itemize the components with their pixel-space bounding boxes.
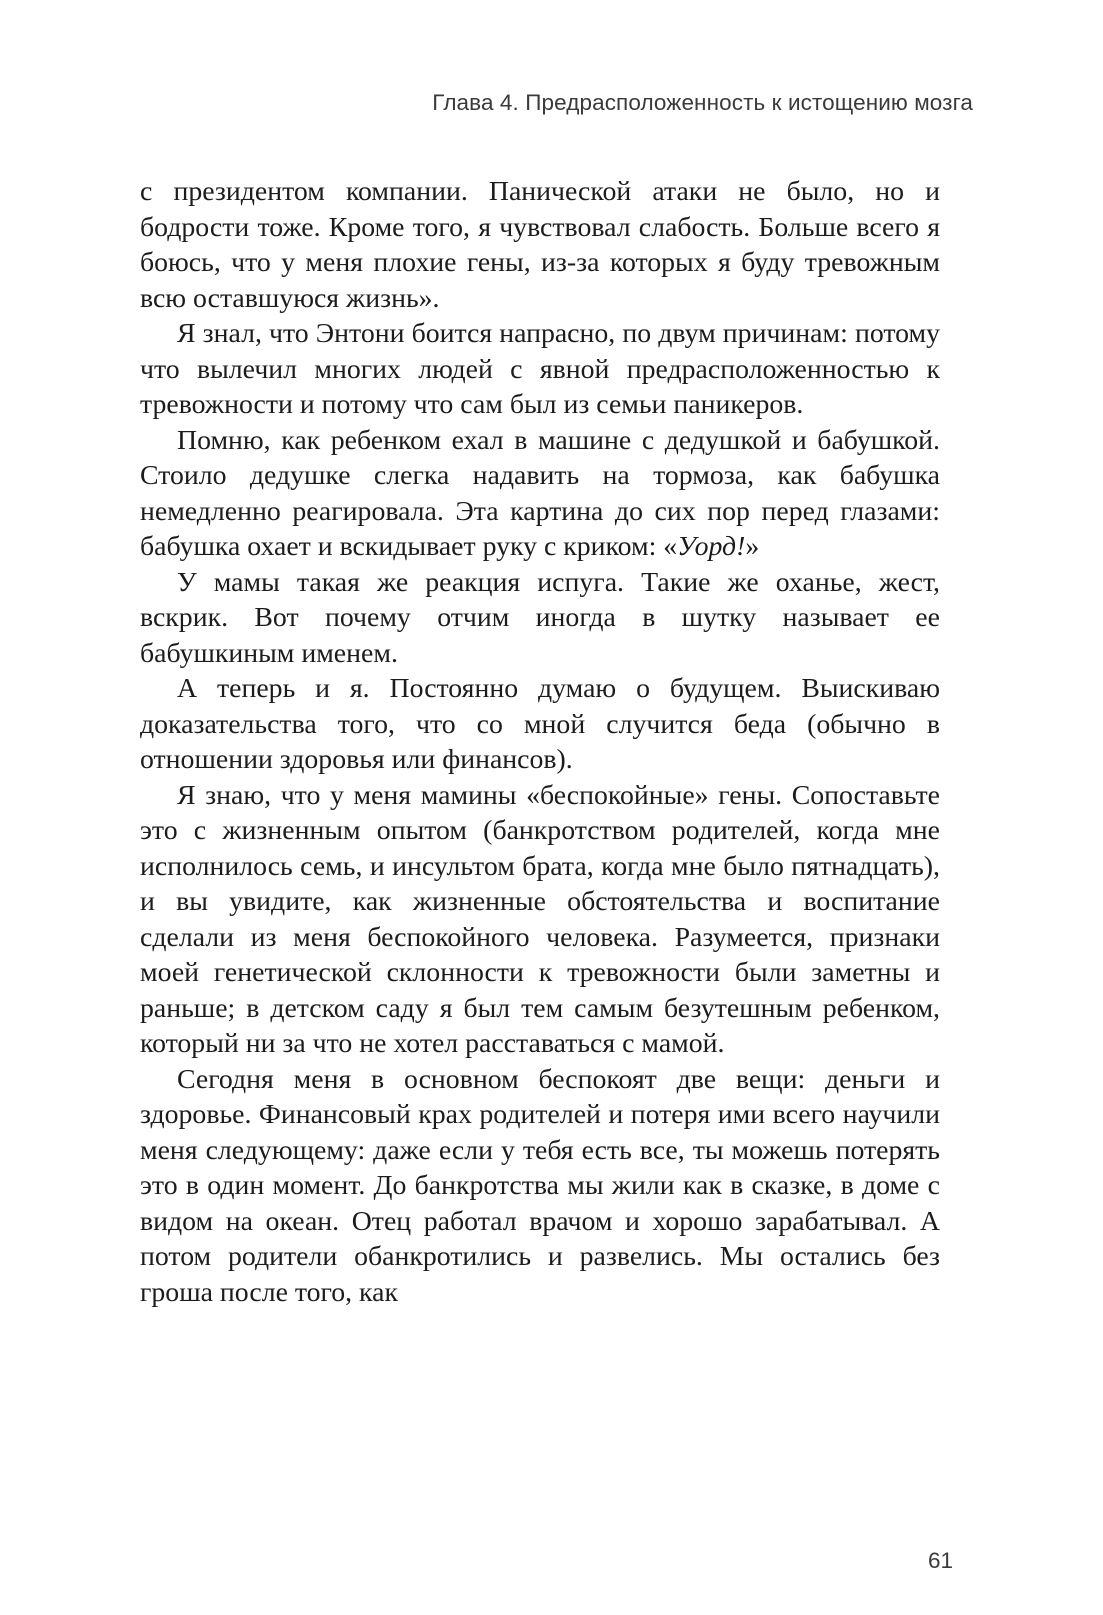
body-text: [140, 174, 940, 1310]
paragraph-1: с президентом компании. Панической атаки не было, но и бодрости тоже. Кроме того, я чувствовал слабость. Больше всего я боюсь, что у меня плохие гены, из-за которых я буду тревожным всю оставшуюся жизнь».: [140, 176, 940, 314]
paragraph-4: У мамы такая же реакция испуга. Такие же оханье, жест, вскрик. Вот почему отчим иногда в шутку называет ее бабушкиным именем.: [140, 566, 940, 669]
paragraph-2: Я знал, что Энтони боится напрасно, по двум причинам: потому что вылечил многих людей с явной предрасположенностью к тревожности и потому что сам был из семьи паникеров.: [140, 318, 940, 420]
paragraph-7: Сегодня меня в основном беспокоят две вещи: деньги и здоровье. Финансовый крах родителей и потеря ими всего научили меня следующему: даже если у тебя есть все, ты можешь потерять это в один момент. До банкротства мы жили как в сказке, в доме с видом на океан. Отец работал врачом и хорошо зарабатывал. А потом родители обанкротились и развелись. Мы остались без гроша после того, как: [140, 1063, 940, 1308]
paragraph-3-text: Помню, как ребенком ехал в машине с дедушкой и бабушкой. Стоило дедушке слегка надавить на тормоза, как бабушка немедленно реагировала. Эта картина до сих пор перед глазами: бабушка охает и вскидывает руку с криком: «: [140, 424, 940, 562]
paragraph-5: А теперь и я. Постоянно думаю о будущем. Выискиваю доказательства того, что со мной случится беда (обычно в отношении здоровья или финансов).: [140, 673, 940, 775]
exclamation-word: Уорд!: [677, 531, 746, 562]
paragraph-3: [140, 423, 940, 565]
page-number: 61: [927, 1548, 953, 1573]
closing-quote: »: [745, 531, 760, 562]
running-header: Глава 4. Предрасположенность к истощению мозга: [432, 90, 973, 115]
paragraph-6: Я знаю, что у меня мамины «беспокойные» гены. Сопоставьте это с жизненным опытом (банкротством родителей, когда мне исполнилось семь, и инсультом брата, когда мне было пятнадцать), и вы увидите, как жизненные обстоятельства и воспитание сделали из меня беспокойного человека. Разумеется, признаки моей генетической склонности к тревожности были заметны и раньше; в детском саду я был тем самым безутешным ребенком, который ни за что не хотел расставаться с мамой.: [140, 779, 940, 1059]
